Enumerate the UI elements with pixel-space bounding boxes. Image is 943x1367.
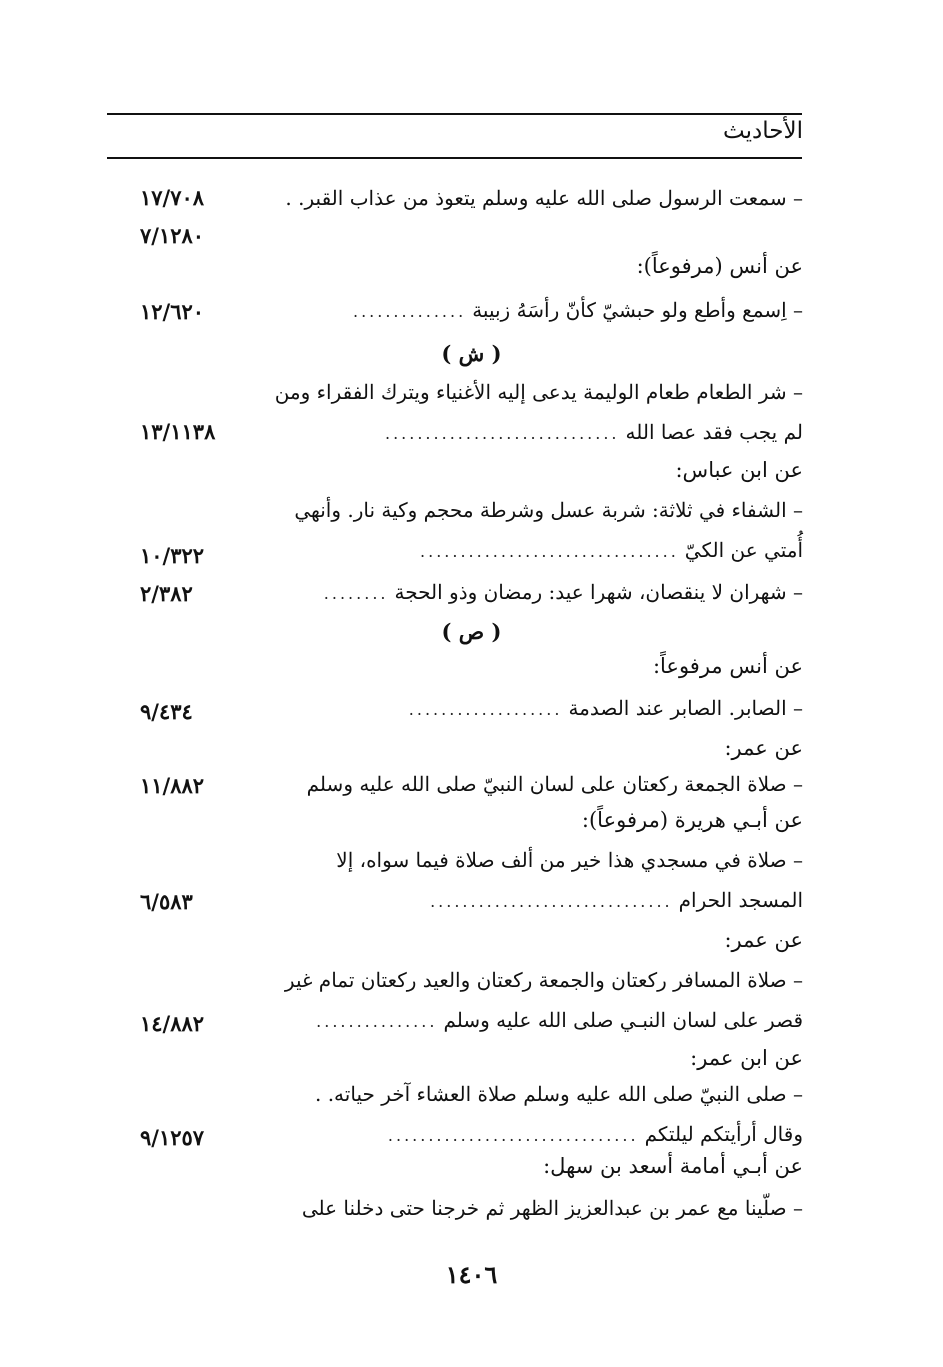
section-letter: ( ص )	[441, 619, 502, 644]
narrator-heading: عن أبـي أمامة أسعد بن سهل:	[543, 1154, 803, 1178]
hadith-line: – صلى النبيّ صلى الله عليه وسلم صلاة العشاء آخر حياته. .	[314, 1082, 803, 1106]
narrator-heading: عن عمر:	[724, 928, 803, 952]
hadith-reference: ١٢/٦٢٠	[140, 299, 205, 324]
hadith-line: – صلاة المسافر ركعتان والجمعة ركعتان والعيد ركعتان تمام غير	[284, 968, 803, 992]
hadith-line: لم يجب فقد عصا الله.............................	[385, 420, 803, 444]
hadith-line: المسجد الحرام..............................	[430, 888, 803, 912]
hadith-line: – شهران لا ينقصان، شهرا عيد: رمضان وذو الحجة........	[323, 580, 803, 604]
hadith-reference: ٦/٥٨٣	[140, 889, 193, 914]
hadith-line: – سمعت الرسول صلى الله عليه وسلم يتعوذ من عذاب القبر. .	[285, 186, 803, 210]
hadith-reference: ١٤/٨٨٢	[140, 1011, 205, 1036]
hadith-reference: ٩/٤٣٤	[140, 699, 193, 724]
narrator-heading: عن أنس (مرفوعاً):	[636, 254, 803, 278]
header-rule-top	[107, 113, 802, 115]
hadith-reference: ١٧/٧٠٨	[140, 185, 205, 210]
hadith-line: – صلاة في مسجدي هذا خير من ألف صلاة فيما سواه، إلا	[336, 848, 803, 872]
hadith-line: – اِسمع وأطع ولو حبشيّ كأنّ رأسَهُ زبيبة..............	[352, 298, 803, 322]
hadith-line: – شر الطعام طعام الوليمة يدعى إليه الأغنياء ويترك الفقراء ومن	[274, 380, 803, 404]
running-header: الأحاديث	[723, 118, 803, 144]
hadith-line: قصر على لسان النبـي صلى الله عليه وسلم...............	[316, 1008, 803, 1032]
narrator-heading: عن عمر:	[724, 736, 803, 760]
hadith-line: وقال أرأيتكم ليلتكم...............................	[387, 1122, 803, 1146]
page-number: ١٤٠٦	[445, 1260, 498, 1289]
hadith-line: – صلّينا مع عمر بن عبدالعزيز الظهر ثم خرجنا حتى دخلنا على	[301, 1196, 803, 1220]
hadith-reference: ٢/٣٨٢	[140, 581, 193, 606]
hadith-reference: ٧/١٢٨٠	[140, 223, 205, 248]
header-rule-bottom	[107, 157, 802, 159]
narrator-heading: عن أنس مرفوعاً:	[652, 654, 803, 678]
hadith-reference: ٩/١٢٥٧	[140, 1125, 205, 1150]
hadith-line: – الشفاء في ثلاثة: شربة عسل وشرطة محجم وكية نار. وأنهي	[294, 498, 803, 522]
narrator-heading: عن ابن عمر:	[690, 1046, 803, 1070]
hadith-reference: ١١/٨٨٢	[140, 773, 205, 798]
section-letter: ( ش )	[441, 341, 502, 366]
narrator-heading: عن ابن عباس:	[675, 458, 803, 482]
hadith-line: – الصابر. الصابر عند الصدمة...................	[408, 696, 803, 720]
narrator-heading: عن أبـي هريرة (مرفوعاً):	[581, 808, 803, 832]
hadith-line: – صلاة الجمعة ركعتان على لسان النبيّ صلى الله عليه وسلم	[306, 772, 803, 796]
hadith-line: أُمتي عن الكيّ................................	[420, 538, 803, 562]
hadith-reference: ١٣/١١٣٨	[140, 419, 216, 444]
hadith-reference: ١٠/٣٢٢	[140, 543, 205, 568]
